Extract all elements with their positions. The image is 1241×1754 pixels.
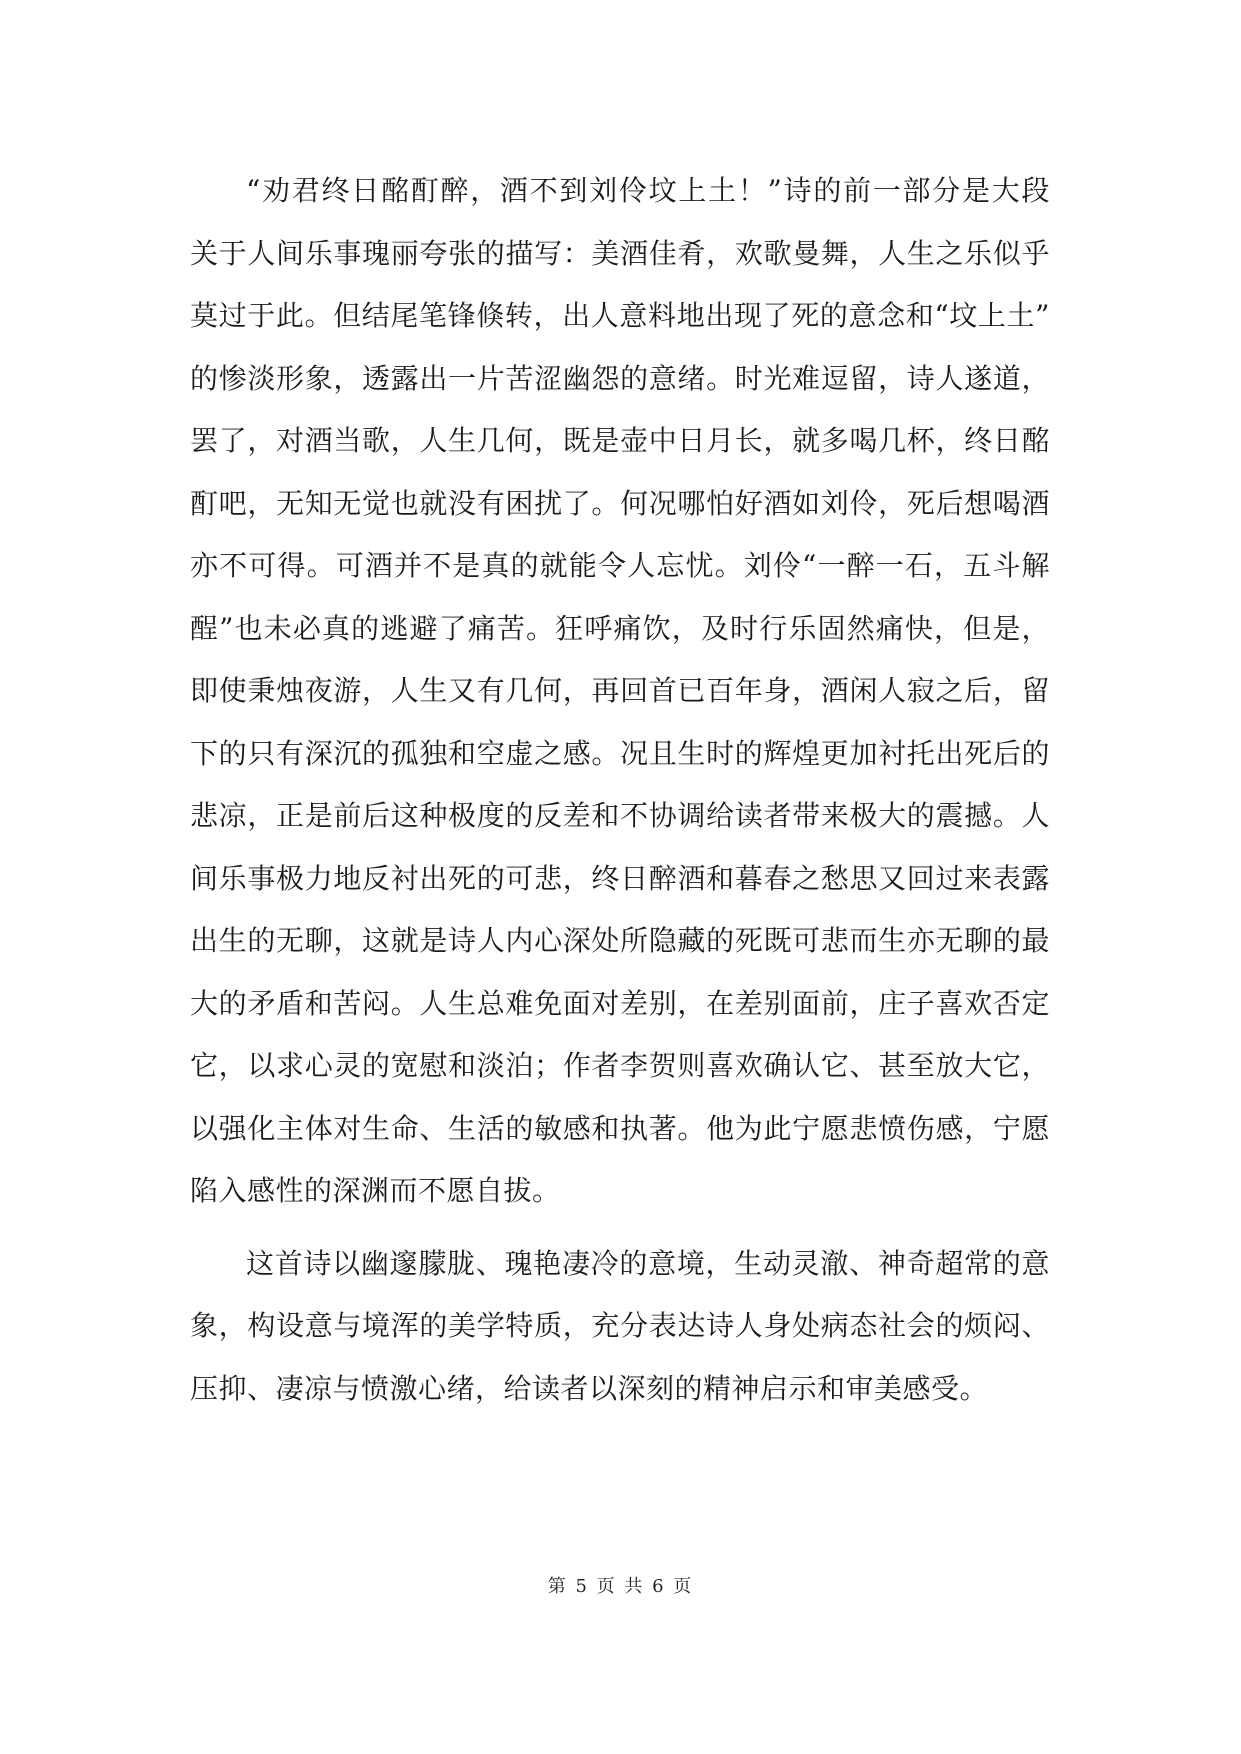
text-line: 以强化主体对生命、生活的敏感和执著。他为此宁愿悲愤伤感，宁愿 bbox=[190, 1111, 1050, 1145]
paragraph-1 bbox=[190, 160, 1050, 1223]
text-line: 象，构设意与境浑的美学特质，充分表达诗人身处病态社会的烦闷、 bbox=[190, 1309, 1050, 1342]
text-line: 下的只有深沉的孤独和空虚之感。况且生时的辉煌更加衬托出死后的 bbox=[190, 736, 1050, 770]
text-line: 酲”也未必真的逃避了痛苦。狂呼痛饮，及时行乐固然痛快，但是， bbox=[190, 611, 1050, 645]
text-line: 出生的无聊，这就是诗人内心深处所隐藏的死既可悲而生亦无聊的最 bbox=[190, 924, 1050, 957]
page-number-footer: 第 5 页 共 6 页 bbox=[547, 1576, 694, 1597]
text-line: 关于人间乐事瑰丽夸张的描写：美酒佳肴，欢歌曼舞，人生之乐似乎 bbox=[190, 236, 1050, 270]
text-line: 罢了，对酒当歌，人生几何，既是壶中日月长，就多喝几杯，终日酩 bbox=[190, 424, 1050, 457]
text-line: 它，以求心灵的宽慰和淡泊；作者李贺则喜欢确认它、甚至放大它， bbox=[190, 1049, 1050, 1082]
text-line: 间乐事极力地反衬出死的可悲，终日醉酒和暮春之愁思又回过来表露 bbox=[190, 861, 1050, 895]
text-line: 这首诗以幽邃朦胧、瑰艳凄冷的意境，生动灵澈、神奇超常的意 bbox=[246, 1246, 1050, 1280]
text-line: 即使秉烛夜游，人生又有几何，再回首已百年身，酒闲人寂之后，留 bbox=[190, 674, 1050, 707]
text-line: 陷入感性的深渊而不愿自拔。 bbox=[190, 1174, 561, 1207]
text-line: 压抑、凄凉与愤激心绪，给读者以深刻的精神启示和审美感受。 bbox=[190, 1371, 989, 1405]
text-line: “劝君终日酩酊醉，酒不到刘伶坟上土！”诗的前一部分是大段 bbox=[246, 174, 1050, 207]
text-line: 莫过于此。但结尾笔锋倏转，出人意料地出现了死的意念和“坟上土” bbox=[190, 299, 1050, 332]
text-line: 亦不可得。可酒并不是真的就能令人忘忧。刘伶“一醉一石，五斗解 bbox=[190, 549, 1050, 582]
text-line: 悲凉，正是前后这种极度的反差和不协调给读者带来极大的震撼。人 bbox=[190, 799, 1050, 832]
text-line: 大的矛盾和苦闷。人生总难免面对差别，在差别面前，庄子喜欢否定 bbox=[190, 986, 1050, 1020]
text-line: 的惨淡形象，透露出一片苦涩幽怨的意绪。时光难逗留，诗人遂道， bbox=[190, 361, 1050, 395]
text-line: 酊吧，无知无觉也就没有困扰了。何况哪怕好酒如刘伶，死后想喝酒 bbox=[190, 486, 1050, 520]
paragraph-2 bbox=[190, 1233, 1050, 1421]
paragraph-gap bbox=[190, 1223, 1050, 1233]
body-text bbox=[190, 160, 1050, 1420]
